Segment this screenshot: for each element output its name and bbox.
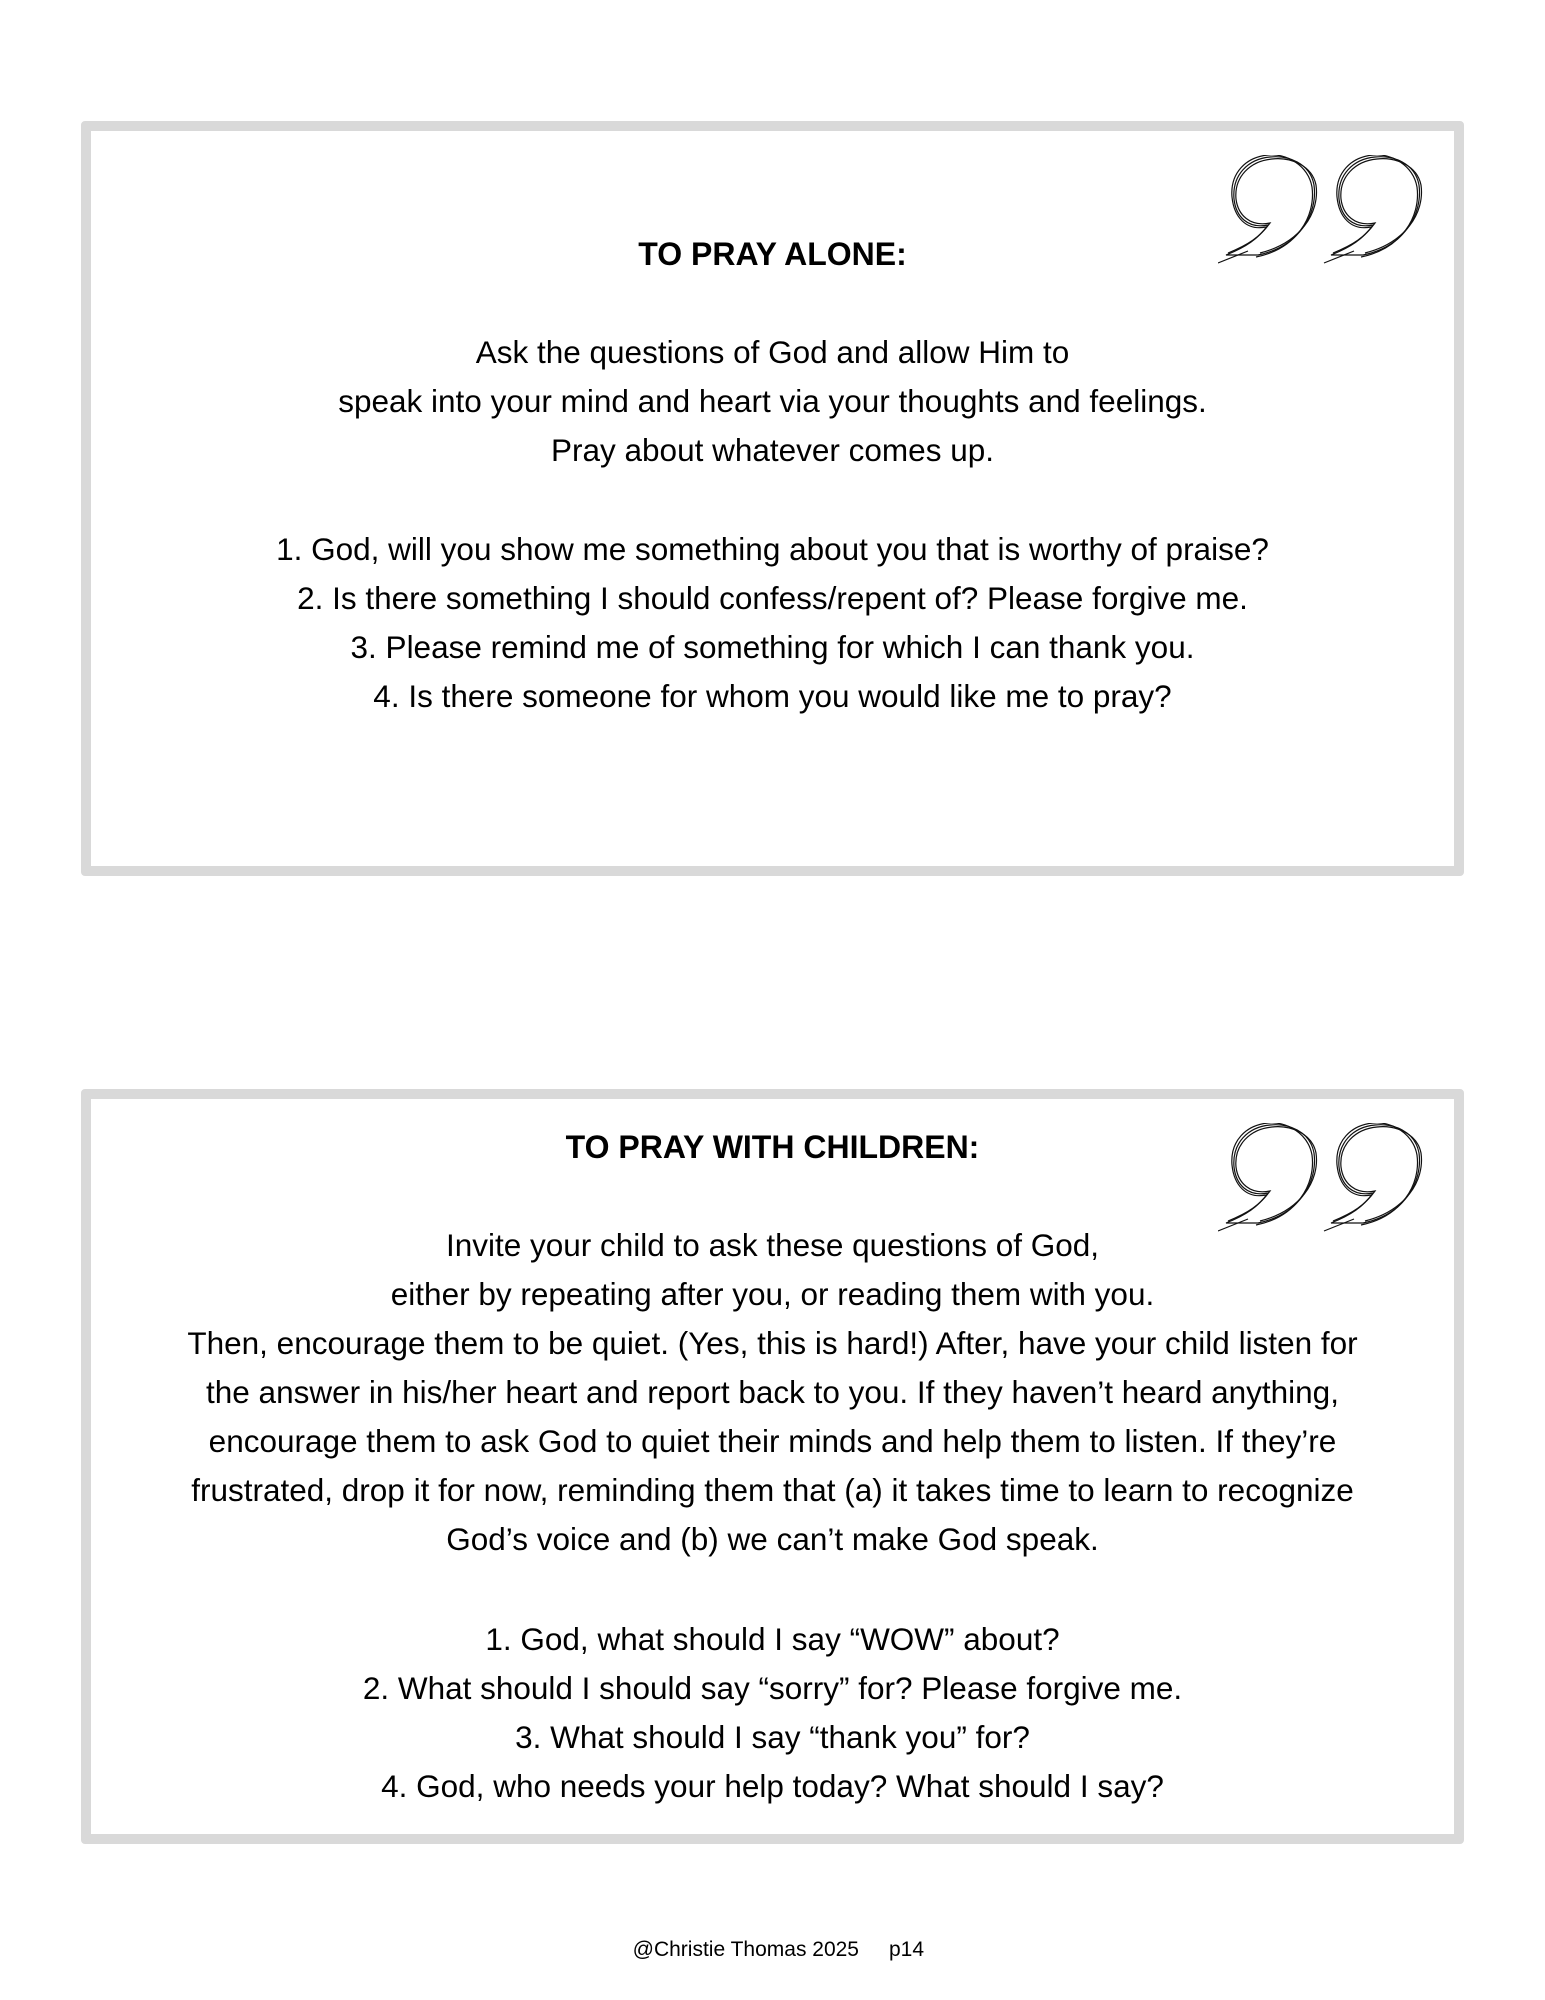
- intro-line: encourage them to ask God to quiet their minds and help them to listen. If they’re: [208, 1423, 1337, 1459]
- intro-line: speak into your mind and heart via your thoughts and feelings.: [338, 383, 1207, 419]
- question-item: 3. What should I say “thank you” for?: [515, 1719, 1030, 1755]
- question-item: 3. Please remind me of something for which I can thank you.: [350, 629, 1195, 665]
- intro-line: Pray about whatever comes up.: [551, 432, 994, 468]
- question-item: 1. God, will you show me something about you that is worthy of praise?: [276, 531, 1269, 567]
- question-item: 1. God, what should I say “WOW” about?: [485, 1621, 1060, 1657]
- intro-line: Then, encourage them to be quiet. (Yes, this is hard!) After, have your child listen for: [187, 1325, 1358, 1361]
- intro-line: frustrated, drop it for now, reminding them that (a) it takes time to learn to recognize: [191, 1472, 1354, 1508]
- question-item: 2. Is there something I should confess/repent of? Please forgive me.: [297, 580, 1248, 616]
- copyright-text: @Christie Thomas 2025: [632, 1938, 859, 1961]
- card-pray-alone: [81, 121, 1464, 876]
- intro-line: either by repeating after you, or reading them with you.: [390, 1276, 1155, 1312]
- question-item: 2. What should I should say “sorry” for? Please forgive me.: [362, 1670, 1183, 1706]
- intro-line: God’s voice and (b) we can’t make God speak.: [446, 1521, 1099, 1557]
- question-item: 4. God, who needs your help today? What should I say?: [381, 1768, 1164, 1804]
- card-heading: TO PRAY ALONE:: [638, 236, 907, 272]
- card-pray-with-children: [81, 1089, 1464, 1844]
- card-heading: TO PRAY WITH CHILDREN:: [565, 1129, 980, 1165]
- question-item: 4. Is there someone for whom you would like me to pray?: [373, 678, 1172, 714]
- intro-line: Invite your child to ask these questions of God,: [445, 1227, 1100, 1263]
- page-footer: [0, 1908, 1545, 1964]
- intro-line: the answer in his/her heart and report back to you. If they haven’t heard anything,: [206, 1374, 1339, 1410]
- intro-line: Ask the questions of God and allow Him to: [475, 334, 1070, 370]
- page-number: p14: [889, 1938, 925, 1961]
